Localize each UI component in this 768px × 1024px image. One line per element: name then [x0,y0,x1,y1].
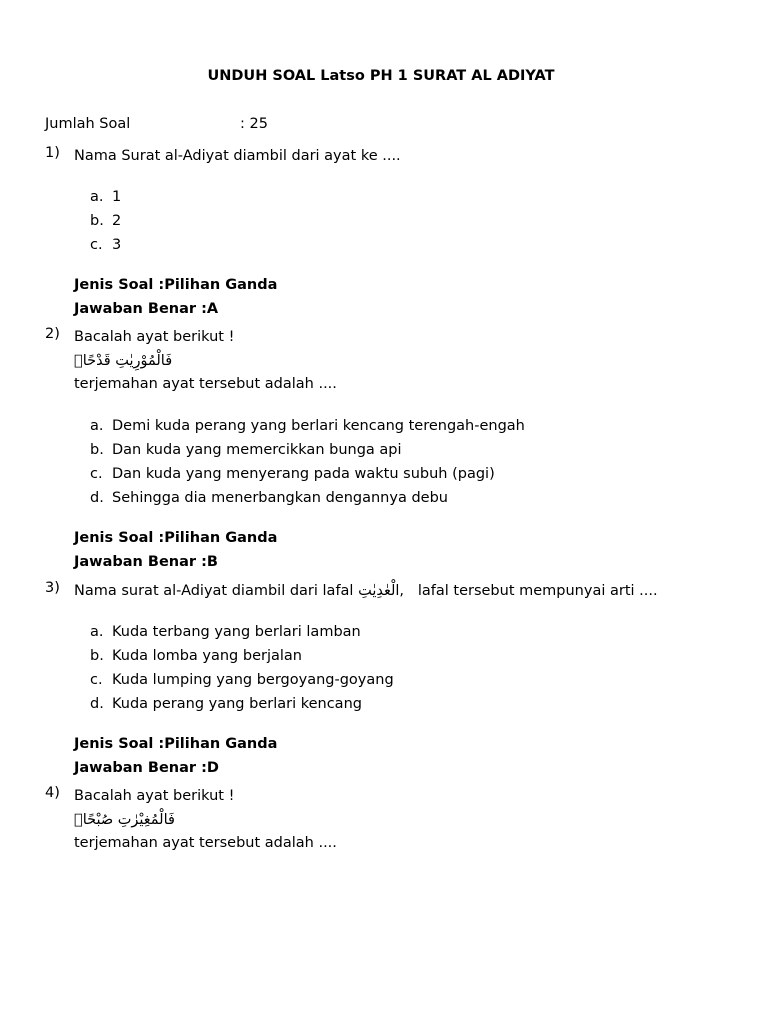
option-letter: d. [90,490,104,506]
option-letter: b. [90,213,104,229]
option-letter: b. [90,648,104,664]
question-type: Jenis Soal :Pilihan Ganda [74,736,278,752]
question-type: Jenis Soal :Pilihan Ganda [74,277,278,293]
question-3 [45,580,745,604]
option-letter: d. [90,696,104,712]
correct-answer: Jawaban Benar :D [74,760,219,776]
option-letter: c. [90,237,103,253]
option-2b [90,442,402,458]
option-letter: b. [90,442,104,458]
option-2c [90,466,495,482]
question-text: Nama Surat al-Adiyat diambil dari ayat ke .... [74,148,401,164]
question-number: 4) [45,785,60,801]
option-letter: a. [90,189,104,205]
option-letter: a. [90,418,104,434]
question-4 [45,785,745,856]
option-2d [90,490,448,506]
option-text: 3 [112,237,122,253]
option-text: 2 [112,213,122,229]
question-subtext: terjemahan ayat tersebut adalah .... [74,376,337,392]
question-subtext: terjemahan ayat tersebut adalah .... [74,835,337,851]
question-1 [45,145,745,169]
question-count-label: Jumlah Soal [45,116,131,132]
option-1c [90,237,121,253]
option-text: Dan kuda yang memercikkan bunga api [112,442,402,458]
option-letter: a. [90,624,104,640]
option-3c [90,672,394,688]
question-2 [45,326,745,397]
option-3d [90,696,362,712]
question-text: Bacalah ayat berikut ! [74,329,235,345]
arabic-verse: فَالْمُوْرِيٰتِ قَدْحًاۙ [74,352,173,369]
option-letter: c. [90,466,103,482]
question-2-meta [74,526,277,574]
question-3-meta [74,732,277,780]
option-letter: c. [90,672,103,688]
arabic-word: الْعٰدِيٰتِ [358,583,400,599]
question-number: 2) [45,326,60,342]
option-2a [90,418,525,434]
option-text: Kuda lumping yang bergoyang-goyang [112,672,394,688]
question-number: 1) [45,145,60,161]
document-title: UNDUH SOAL Latso PH 1 SURAT AL ADIYAT [207,68,555,84]
option-text: Kuda perang yang berlari kencang [112,696,362,712]
question-number: 3) [45,580,60,596]
option-text: Kuda terbang yang berlari lamban [112,624,361,640]
option-text: Kuda lomba yang berjalan [112,648,302,664]
correct-answer: Jawaban Benar :A [74,301,219,317]
question-count-value: : 25 [240,116,268,132]
arabic-verse: فَالْمُغِيْرٰتِ صُبْحًاۙ [74,811,175,828]
question-type: Jenis Soal :Pilihan Ganda [74,530,278,546]
option-3b [90,648,302,664]
option-3a [90,624,361,640]
question-text-after: , lafal tersebut mempunyai arti .... [399,583,658,599]
question-text: Bacalah ayat berikut ! [74,788,235,804]
option-text: Dan kuda yang menyerang pada waktu subuh (pagi) [112,466,495,482]
correct-answer: Jawaban Benar :B [74,554,218,570]
question-1-meta [74,273,277,321]
question-count [45,116,445,132]
option-text: Demi kuda perang yang berlari kencang terengah-engah [112,418,525,434]
option-1b [90,213,121,229]
option-text: 1 [112,189,122,205]
question-text: Nama surat al-Adiyat diambil dari lafal [74,583,354,599]
option-1a [90,189,121,205]
option-text: Sehingga dia menerbangkan dengannya debu [112,490,448,506]
